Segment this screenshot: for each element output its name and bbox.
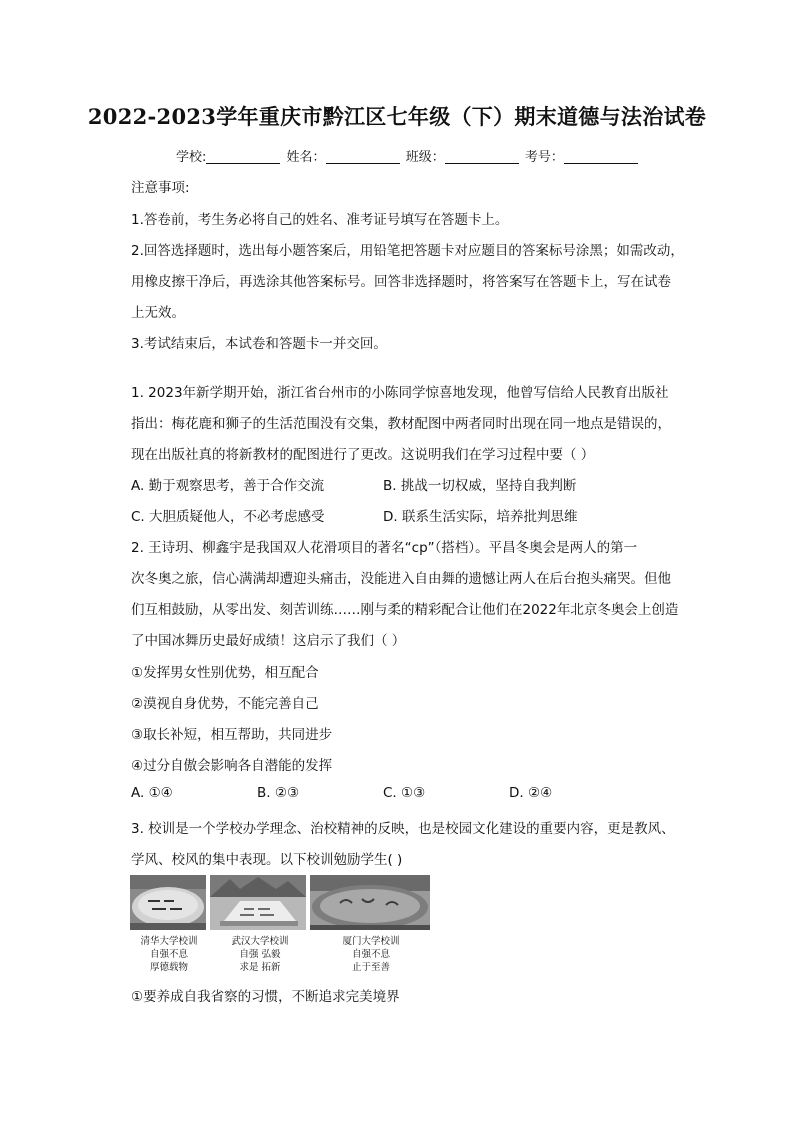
notice-item-2-line-1: 2.回答选择题时，选出每小题答案后，用铅笔把答题卡对应题目的答案标号涂黑；如需改动， bbox=[131, 243, 684, 259]
tsinghua-caption bbox=[131, 935, 207, 974]
q2-option-a[interactable]: A. ①④ bbox=[131, 785, 173, 801]
notice-heading: 注意事项: bbox=[131, 180, 190, 196]
q2-statement-1: ①发挥男女性别优势，相互配合 bbox=[131, 665, 319, 681]
notice-item-2-line-2: 用橡皮擦干净后，再选涂其他答案标号。回答非选择题时，将答案写在答题卡上，写在试卷 bbox=[131, 274, 671, 290]
school-label: 学校: bbox=[176, 150, 207, 165]
q2-statement-3: ③取长补短，相互帮助，共同进步 bbox=[131, 727, 333, 743]
exam-no-label: 考号： bbox=[524, 150, 564, 165]
q2-stem-line-1: 2. 王诗玥、柳鑫宇是我国双人花滑项目的著名“cp”（搭档）。平昌冬奥会是两人的第一 bbox=[131, 540, 638, 556]
wuhan-caption bbox=[222, 935, 298, 974]
tsinghua-caption-name: 清华大学校训 bbox=[140, 936, 198, 947]
xiamen-motto-stone-image bbox=[310, 875, 430, 930]
q2-statement-4: ④过分自傲会影响各自潜能的发挥 bbox=[131, 758, 333, 774]
q2-stem-line-4: 了中国冰舞历史最好成绩！这启示了我们（ ） bbox=[131, 633, 406, 649]
tsinghua-caption-line-2: 厚德载物 bbox=[149, 962, 188, 973]
wuhan-caption-line-2: 求是 拓新 bbox=[239, 962, 281, 973]
student-info-line bbox=[176, 146, 656, 166]
q1-stem-line-3: 现在出版社真的将新教材的配图进行了更改。这说明我们在学习过程中要（ ） bbox=[131, 447, 595, 463]
notice-item-3: 3.考试结束后，本试卷和答题卡一并交回。 bbox=[131, 336, 387, 352]
q2-statement-2: ②漠视自身优势，不能完善自己 bbox=[131, 696, 319, 712]
school-motto-photos bbox=[130, 875, 430, 930]
q1-stem-line-2: 指出：梅花鹿和狮子的生活范围没有交集，教材配图中两者同时出现在同一地点是错误的， bbox=[131, 416, 671, 432]
q1-option-c[interactable]: C. 大胆质疑他人，不必考虑感受 bbox=[131, 509, 325, 525]
q2-option-b[interactable]: B. ②③ bbox=[257, 785, 300, 801]
q1-option-d[interactable]: D. 联系生活实际，培养批判思维 bbox=[383, 509, 578, 525]
q3-stem-line-1: 3. 校训是一个学校办学理念、治校精神的反映，也是校园文化建设的重要内容，更是教风、 bbox=[131, 821, 675, 837]
xiamen-caption-line-2: 止于至善 bbox=[351, 962, 390, 973]
class-label: 班级： bbox=[405, 150, 445, 165]
wuhan-caption-name: 武汉大学校训 bbox=[231, 936, 289, 947]
exam-no-blank[interactable] bbox=[564, 149, 638, 164]
q2-option-d[interactable]: D. ②④ bbox=[509, 785, 553, 801]
tsinghua-caption-line-1: 自强不息 bbox=[149, 949, 188, 960]
q1-stem-line-1: 1. 2023年新学期开始，浙江省台州市的小陈同学惊喜地发现，他曾写信给人民教育出版社 bbox=[131, 385, 669, 401]
q3-statement-1: ①要养成自我省察的习惯，不断追求完美境界 bbox=[131, 989, 400, 1005]
q2-stem-line-2: 次冬奥之旅，信心满满却遭迎头痛击，没能进入自由舞的遗憾让两人在后台抱头痛哭。但他 bbox=[131, 571, 671, 587]
class-blank[interactable] bbox=[445, 149, 519, 164]
xiamen-caption-line-1: 自强不息 bbox=[351, 949, 390, 960]
name-label: 姓名： bbox=[286, 150, 326, 165]
name-blank[interactable] bbox=[326, 149, 400, 164]
notice-item-1: 1.答卷前，考生务必将自己的姓名、准考证号填写在答题卡上。 bbox=[131, 212, 509, 228]
q1-option-a[interactable]: A. 勤于观察思考，善于合作交流 bbox=[131, 478, 325, 494]
notice-item-2-line-3: 上无效。 bbox=[131, 305, 185, 321]
xiamen-caption-name: 厦门大学校训 bbox=[342, 936, 400, 947]
page-title: 2022-2023学年重庆市黔江区七年级（下）期末道德与法治试卷 bbox=[87, 104, 707, 129]
wuhan-motto-stone-image bbox=[210, 875, 306, 930]
tsinghua-motto-stone-image bbox=[130, 875, 206, 930]
q3-stem-line-2: 学风、校风的集中表现。以下校训勉励学生( ) bbox=[131, 852, 403, 868]
xiamen-caption bbox=[333, 935, 409, 974]
q2-stem-line-3: 们互相鼓励，从零出发、刻苦训练……刚与柔的精彩配合让他们在2022年北京冬奥会上创造 bbox=[131, 602, 679, 618]
wuhan-caption-line-1: 自强 弘毅 bbox=[239, 949, 281, 960]
q1-option-b[interactable]: B. 挑战一切权威，坚持自我判断 bbox=[383, 478, 577, 494]
q2-option-c[interactable]: C. ①③ bbox=[383, 785, 426, 801]
school-blank[interactable] bbox=[206, 149, 280, 164]
